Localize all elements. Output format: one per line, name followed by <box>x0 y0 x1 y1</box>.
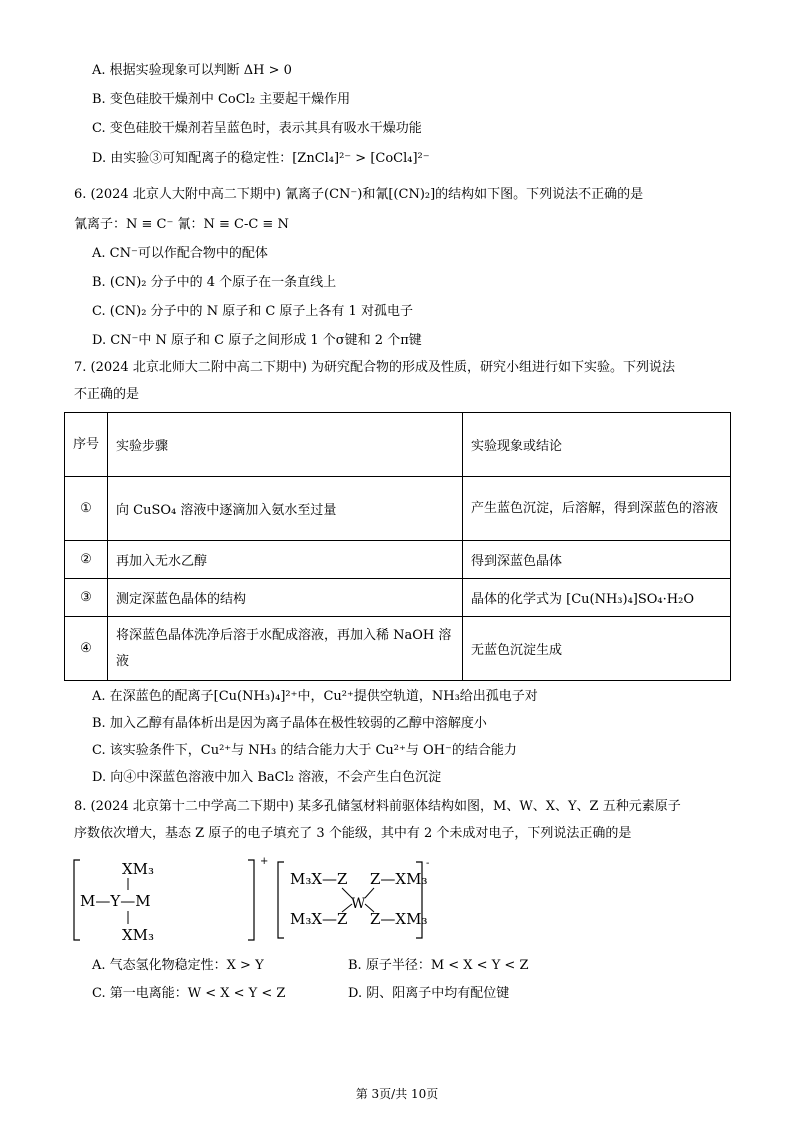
row-result: 晶体的化学式为 [Cu(NH₃)₄]SO₄·H₂O <box>463 579 731 617</box>
anion-left-bottom: M₃X—Z <box>290 910 348 928</box>
cation-top-group: XM₃ <box>122 860 155 878</box>
anion-left-bracket <box>278 862 284 938</box>
anion-charge: - <box>426 858 430 869</box>
cation-charge: + <box>260 856 269 867</box>
q6-option-b: B. (CN)₂ 分子中的 4 个原子在一条直线上 <box>92 275 337 290</box>
experiment-table <box>64 412 731 681</box>
q8-option-b: B. 原子半径：M < X < Y < Z <box>348 958 529 973</box>
row-index: ③ <box>65 579 108 617</box>
anion-right-top-visible: Z—XM₃ <box>370 870 428 888</box>
cation-middle: M—Y—M <box>80 892 151 910</box>
q5-option-c: C. 变色硅胶干燥剂若呈蓝色时，表示其具有吸水干燥功能 <box>92 121 422 136</box>
header-index: 序号 <box>65 413 108 477</box>
q6-option-c: C. (CN)₂ 分子中的 N 原子和 C 原子上各有 1 对孤电子 <box>92 304 413 319</box>
header-steps: 实验步骤 <box>108 413 463 477</box>
row-step: 将深蓝色晶体洗净后溶于水配成溶液，再加入稀 NaOH 溶液 <box>108 617 463 681</box>
q7-option-b: B. 加入乙醇有晶体析出是因为离子晶体在极性较弱的乙醇中溶解度小 <box>92 716 487 731</box>
page-footer: 第 3页/共 10页 <box>355 1087 439 1101</box>
q8-option-a: A. 气态氢化物稳定性：X > Y <box>92 958 264 973</box>
q8-stem-line2: 序数依次增大，基态 Z 原子的电子填充了 3 个能级，其中有 2 个未成对电子，下列说法正确的是 <box>74 826 632 841</box>
anion-right-bottom-visible: Z—XM₃ <box>370 910 428 928</box>
q6-stem: 6. (2024 北京人大附中高二下期中) 氰离子(CN⁻)和氰[(CN)₂]的结构如下图。下列说法不正确的是 <box>74 187 644 202</box>
q5-option-d: D. 由实验③可知配离子的稳定性：[ZnCl₄]²⁻ > [CoCl₄]²⁻ <box>92 151 430 166</box>
bond-w-z-top-right <box>365 888 374 898</box>
row-result: 无蓝色沉淀生成 <box>463 617 731 681</box>
q7-option-c: C. 该实验条件下，Cu²⁺与 NH₃ 的结合能力大于 Cu²⁺与 OH⁻的结合能力 <box>92 743 517 758</box>
q7-stem-line2: 不正确的是 <box>74 387 140 402</box>
q6-structures: 氰离子：N ≡ C⁻ 氰：N ≡ C-C ≡ N <box>74 217 289 232</box>
row-step: 向 CuSO₄ 溶液中逐滴加入氨水至过量 <box>108 477 463 541</box>
row-result: 得到深蓝色晶体 <box>463 541 731 579</box>
q8-structure-figure <box>70 852 450 948</box>
q5-option-a: A. 根据实验现象可以判断 ΔH > 0 <box>92 63 292 78</box>
cation-bottom-group: XM₃ <box>122 926 155 944</box>
q8-stem-line1: 8. (2024 北京第十二中学高二下期中) 某多孔储氢材料前驱体结构如图，M、W、X、Y、Z 五种元素原子 <box>74 799 681 814</box>
table-row <box>65 579 731 617</box>
row-index: ④ <box>65 617 108 681</box>
q7-option-d: D. 向④中深蓝色溶液中加入 BaCl₂ 溶液，不会产生白色沉淀 <box>92 770 442 785</box>
table-row <box>65 617 731 681</box>
q6-option-a: A. CN⁻可以作配合物中的配体 <box>92 246 268 261</box>
header-result: 实验现象或结论 <box>463 413 731 477</box>
cation-right-bracket <box>248 860 254 940</box>
table-header-row <box>65 413 731 477</box>
row-result: 产生蓝色沉淀，后溶解，得到深蓝色的溶液 <box>463 477 731 541</box>
q5-option-b: B. 变色硅胶干燥剂中 CoCl₂ 主要起干燥作用 <box>92 92 351 107</box>
row-index: ① <box>65 477 108 541</box>
row-step: 再加入无水乙醇 <box>108 541 463 579</box>
table-row <box>65 477 731 541</box>
q6-option-d: D. CN⁻中 N 原子和 C 原子之间形成 1 个σ键和 2 个π键 <box>92 333 422 348</box>
row-index: ② <box>65 541 108 579</box>
q8-option-c: C. 第一电离能：W < X < Y < Z <box>92 986 286 1001</box>
table-row <box>65 541 731 579</box>
q7-option-a: A. 在深蓝色的配离子[Cu(NH₃)₄]²⁺中，Cu²⁺提供空轨道，NH₃给出孤电子对 <box>92 689 538 704</box>
anion-center-atom: W <box>351 896 366 912</box>
row-step: 测定深蓝色晶体的结构 <box>108 579 463 617</box>
anion-left-top: M₃X—Z <box>290 870 348 888</box>
q7-stem-line1: 7. (2024 北京北师大二附中高二下期中) 为研究配合物的形成及性质，研究小组进行如下实验。下列说法 <box>74 360 676 375</box>
q8-option-d: D. 阴、阳离子中均有配位键 <box>348 986 510 1001</box>
